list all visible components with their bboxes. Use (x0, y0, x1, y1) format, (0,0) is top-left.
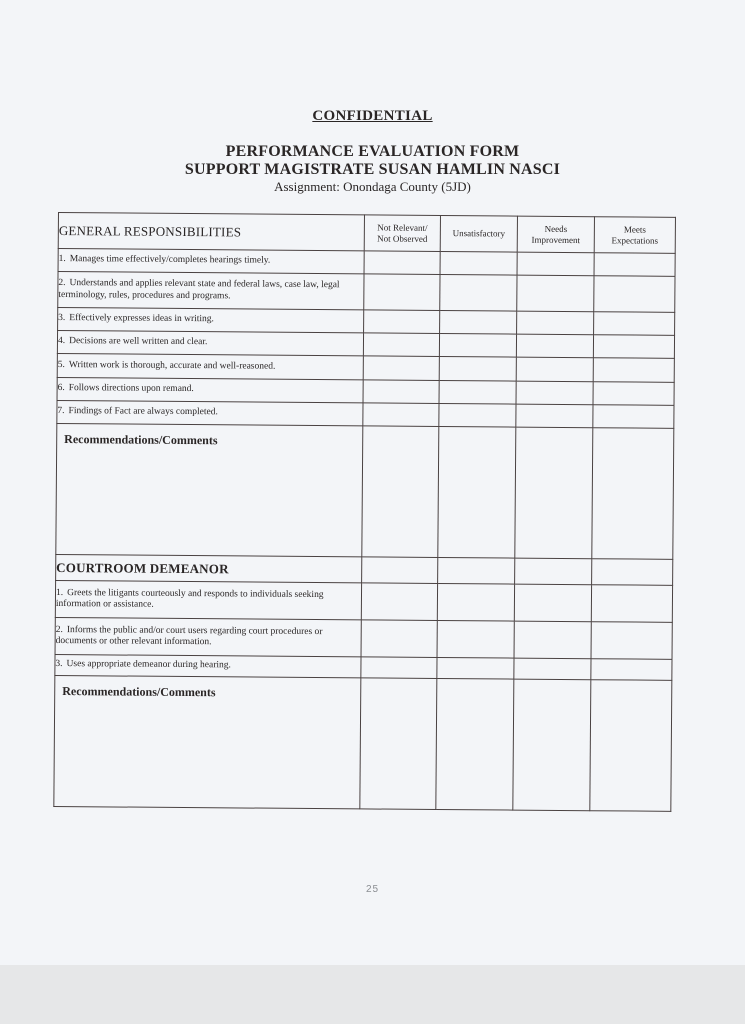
evaluation-table (53, 212, 676, 812)
confidential-label: CONFIDENTIAL (312, 108, 433, 124)
column-header-line: Unsatisfactory (452, 228, 506, 239)
rating-cell[interactable] (363, 333, 439, 357)
comments-cell[interactable] (515, 427, 593, 559)
criterion-cell: 2. Informs the public and/or court users regarding court procedures or documents or other relevant information. (55, 617, 361, 656)
rating-cell[interactable] (439, 380, 516, 404)
column-header-unsatisfactory (440, 216, 517, 253)
criterion-cell: 1. Manages time effectively/completes hearings timely. (58, 249, 364, 274)
rating-cell[interactable] (439, 356, 516, 381)
comments-cell[interactable] (436, 678, 514, 810)
comments-cell[interactable] (513, 679, 591, 811)
page-number: 25 (365, 884, 380, 895)
rating-cell[interactable] (516, 357, 593, 382)
comments-cell[interactable] (592, 428, 674, 560)
rating-cell (515, 558, 592, 585)
general-header-row (58, 213, 675, 254)
column-header-needs-improvement (517, 216, 594, 253)
rating-cell[interactable] (439, 334, 516, 358)
comments-cell[interactable] (438, 426, 516, 558)
rating-cell[interactable] (439, 403, 516, 427)
rating-cell[interactable] (593, 335, 674, 359)
column-header-meets-expectations (594, 217, 675, 254)
rating-cell[interactable] (517, 311, 594, 335)
comments-cell[interactable] (360, 678, 437, 810)
rating-cell[interactable] (594, 312, 675, 336)
rating-cell[interactable] (514, 621, 591, 659)
table-row (58, 272, 675, 313)
rating-cell[interactable] (517, 275, 594, 312)
assignment-line: Assignment: Onondaga County (5JD) (274, 179, 471, 194)
rating-cell[interactable] (516, 381, 593, 405)
general-heading: GENERAL RESPONSIBILITIES (58, 213, 364, 251)
column-header-line: Meets (623, 223, 646, 235)
rating-cell[interactable] (591, 585, 672, 623)
rating-cell[interactable] (363, 356, 439, 381)
rating-cell[interactable] (517, 252, 594, 276)
rating-cell[interactable] (514, 584, 591, 622)
rating-cell[interactable] (593, 358, 674, 383)
column-header-not-relevant (364, 215, 440, 252)
rating-cell (438, 557, 515, 584)
courtroom-heading: COURTROOM DEMEANOR (56, 554, 362, 582)
rating-cell[interactable] (361, 583, 437, 621)
criterion-cell: 7. Findings of Fact are always completed. (57, 400, 363, 425)
rating-cell[interactable] (437, 583, 514, 621)
comments-row (54, 675, 672, 811)
column-header-line: Expectations (611, 234, 659, 246)
rating-cell[interactable] (591, 659, 672, 681)
rating-cell[interactable] (516, 334, 593, 358)
form-subtitle: SUPPORT MAGISTRATE SUSAN HAMLIN NASCI (184, 161, 561, 178)
rating-cell[interactable] (516, 404, 593, 428)
column-header-line: Not Relevant/ (377, 222, 428, 233)
rating-cell[interactable] (361, 620, 437, 658)
rating-cell[interactable] (437, 657, 514, 679)
rating-cell[interactable] (440, 275, 517, 312)
criterion-cell: 1. Greets the litigants courteously and responds to individuals seeking information or assistance. (55, 580, 361, 619)
rating-cell[interactable] (437, 620, 514, 658)
table-row (55, 580, 672, 622)
rating-cell[interactable] (363, 380, 439, 404)
criterion-cell: 2. Understands and applies relevant state and federal laws, case law, legal terminology, rules, procedures and programs. (58, 272, 364, 310)
column-header-line: Needs (544, 223, 568, 234)
rating-cell[interactable] (594, 253, 675, 277)
criterion-cell: 3. Effectively expresses ideas in writing. (58, 308, 364, 333)
general-comments-label: Recommendations/Comments (56, 423, 363, 556)
comments-row (56, 423, 674, 559)
column-header-line: Improvement (531, 234, 581, 245)
table-row (55, 617, 672, 659)
criterion-cell: 6. Follows directions upon remand. (57, 377, 363, 402)
courtroom-comments-label: Recommendations/Comments (54, 675, 361, 808)
rating-cell[interactable] (594, 276, 675, 313)
rating-cell[interactable] (363, 403, 439, 427)
comments-cell[interactable] (362, 426, 439, 558)
rating-cell[interactable] (514, 658, 591, 680)
scan-background (0, 965, 745, 1024)
rating-cell[interactable] (364, 251, 440, 275)
rating-cell[interactable] (361, 657, 437, 679)
rating-cell (592, 559, 673, 586)
form-title: PERFORMANCE EVALUATION FORM (225, 143, 520, 160)
column-header-line: Not Observed (377, 233, 428, 244)
rating-cell[interactable] (440, 252, 517, 276)
rating-cell[interactable] (440, 311, 517, 335)
criterion-cell: 5. Written work is thorough, accurate and well-reasoned. (57, 353, 363, 379)
rating-cell (362, 557, 438, 584)
rating-cell[interactable] (593, 405, 674, 429)
rating-cell[interactable] (364, 310, 440, 334)
rating-cell[interactable] (364, 274, 440, 311)
criterion-cell: 4. Decisions are well written and clear. (57, 331, 363, 356)
rating-cell[interactable] (591, 622, 672, 660)
comments-cell[interactable] (590, 680, 672, 812)
rating-cell[interactable] (593, 382, 674, 406)
criterion-cell: 3. Uses appropriate demeanor during hearing. (55, 654, 361, 677)
